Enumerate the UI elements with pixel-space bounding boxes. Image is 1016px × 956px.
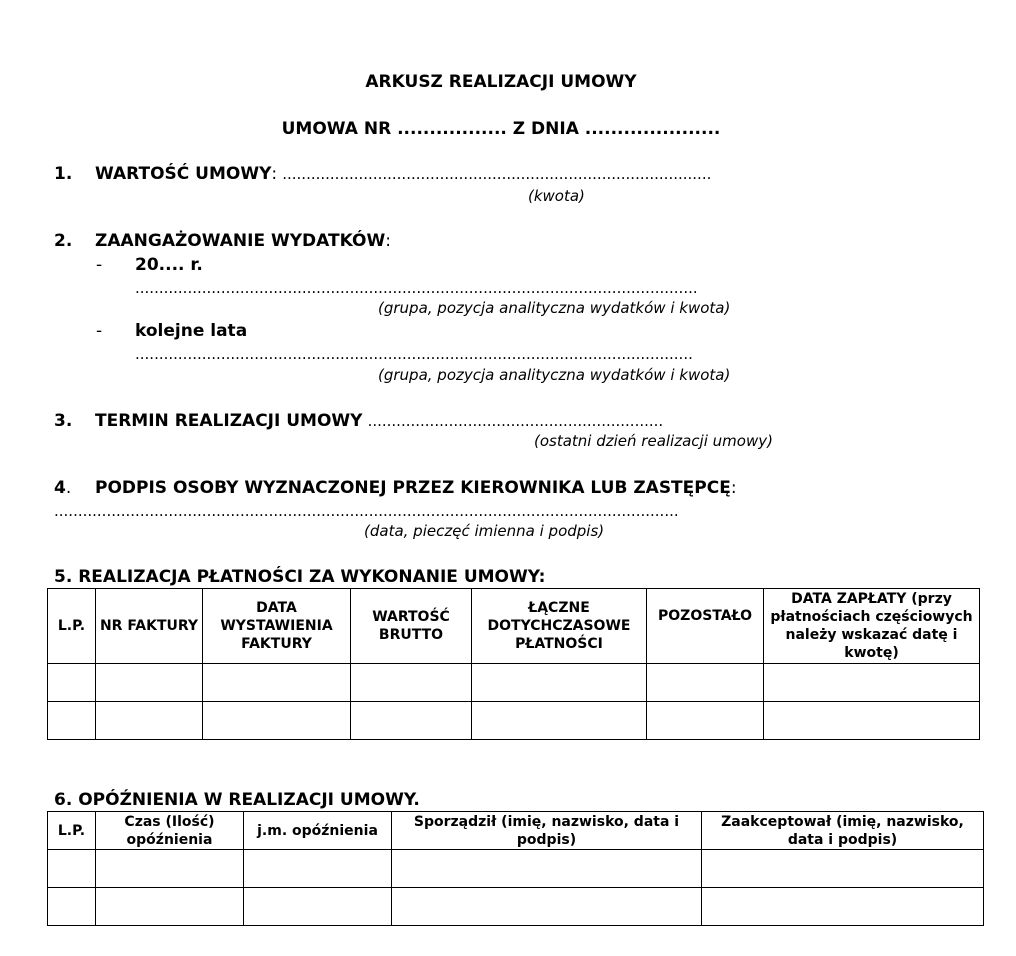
delays-cell[interactable]	[392, 888, 702, 926]
delays-cell[interactable]	[702, 850, 984, 888]
delays-cell[interactable]	[48, 888, 96, 926]
delays-cell[interactable]	[96, 850, 244, 888]
payments-header-row	[48, 589, 980, 664]
section4-label: PODPIS OSOBY WYZNACZONEJ PRZEZ KIEROWNIKA LUB ZASTĘPCĘ	[95, 478, 731, 498]
payments-cell[interactable]	[48, 664, 96, 702]
table-row	[48, 702, 980, 740]
payments-cell[interactable]	[764, 702, 980, 740]
delays-col-accepted-by: Zaakceptował (imię, nazwisko, data i podpis)	[702, 812, 984, 850]
section3-label: TERMIN REALIZACJI UMOWY	[95, 411, 363, 431]
payments-cell[interactable]	[472, 702, 647, 740]
section2-item2-fill-dots: .....................................................................................................................	[135, 345, 693, 363]
payments-cell[interactable]	[764, 664, 980, 702]
section2-item1-fill-dots: ......................................................................................................................	[135, 279, 698, 297]
section4-line	[95, 478, 737, 498]
delays-cell[interactable]	[702, 888, 984, 926]
payments-cell[interactable]	[351, 664, 472, 702]
section2-item1-label: 20.... r.	[135, 255, 203, 275]
delays-cell[interactable]	[392, 850, 702, 888]
delays-col-lp: L.P.	[48, 812, 96, 850]
delays-header-row	[48, 812, 984, 850]
section2-colon: :	[385, 231, 391, 251]
section4-colon: :	[730, 478, 737, 498]
payments-cell[interactable]	[647, 664, 764, 702]
payments-cell[interactable]	[351, 702, 472, 740]
delays-col-prepared-by: Sporządził (imię, nazwisko, data i podpis)	[392, 812, 702, 850]
payments-cell[interactable]	[96, 664, 203, 702]
payments-cell[interactable]	[96, 702, 203, 740]
section2-item2-label: kolejne lata	[135, 321, 248, 341]
payments-col-issue-date: DATA WYSTAWIENIA FAKTURY	[203, 589, 351, 664]
table-row	[48, 664, 980, 702]
delays-col-delay-unit: j.m. opóźnienia	[244, 812, 392, 850]
section4-dot: .	[65, 478, 72, 498]
delays-cell[interactable]	[244, 888, 392, 926]
section2-line	[95, 231, 391, 251]
section1-fill-dots: ..........................................................................................	[282, 165, 712, 183]
section1-line	[95, 164, 711, 184]
section3-line	[95, 411, 663, 431]
section4-hint: (data, pieczęć imienna i podpis)	[364, 522, 605, 540]
section4-number: 4	[54, 478, 66, 498]
delays-cell[interactable]	[244, 850, 392, 888]
payments-col-gross-value: WARTOŚĆ BRUTTO	[351, 589, 472, 664]
section1-label: WARTOŚĆ UMOWY	[95, 164, 272, 184]
section6-heading: 6. OPÓŹNIENIA W REALIZACJI UMOWY.	[54, 790, 420, 810]
payments-cell[interactable]	[472, 664, 647, 702]
payments-col-lp: L.P.	[48, 589, 96, 664]
section2-label: ZAANGAŻOWANIE WYDATKÓW	[95, 231, 386, 251]
payments-col-total-payments: ŁĄCZNE DOTYCHCZASOWE PŁATNOŚCI	[472, 589, 647, 664]
table-row	[48, 850, 984, 888]
payments-col-invoice-number: NR FAKTURY	[96, 589, 203, 664]
section2-item2-dash: -	[96, 321, 103, 341]
contract-number-line: UMOWA NR ................. Z DNIA .....................	[281, 119, 721, 139]
section2-item1-hint: (grupa, pozycja analityczna wydatków i kwota)	[378, 299, 731, 317]
section1-colon: :	[271, 164, 278, 184]
payments-col-remaining: POZOSTAŁO	[647, 589, 764, 664]
section3-hint: (ostatni dzień realizacji umowy)	[534, 432, 773, 450]
payments-table	[47, 588, 980, 740]
delays-cell[interactable]	[96, 888, 244, 926]
section3-number: 3.	[54, 411, 73, 431]
section2-item1-dash: -	[96, 255, 103, 275]
section5-heading: 5. REALIZACJA PŁATNOŚCI ZA WYKONANIE UMOWY:	[54, 567, 546, 587]
section1-number: 1.	[54, 164, 73, 184]
section2-item2-hint: (grupa, pozycja analityczna wydatków i kwota)	[378, 366, 731, 384]
payments-cell[interactable]	[48, 702, 96, 740]
section4-number-wrap	[54, 478, 71, 498]
section2-number: 2.	[54, 231, 73, 251]
delays-table	[47, 811, 984, 926]
payments-cell[interactable]	[647, 702, 764, 740]
delays-cell[interactable]	[48, 850, 96, 888]
table-row	[48, 888, 984, 926]
payments-cell[interactable]	[203, 702, 351, 740]
document-title: ARKUSZ REALIZACJI UMOWY	[365, 72, 637, 92]
payments-col-payment-date: DATA ZAPŁATY (przy płatnościach częściowych należy wskazać datę i kwotę)	[764, 589, 980, 664]
delays-col-delay-time: Czas (Ilość) opóźnienia	[96, 812, 244, 850]
payments-cell[interactable]	[203, 664, 351, 702]
section4-fill-dots: ...................................................................................................................................	[54, 502, 679, 520]
section1-hint: (kwota)	[528, 187, 585, 205]
section3-fill-dots: ..............................................................	[367, 412, 664, 430]
